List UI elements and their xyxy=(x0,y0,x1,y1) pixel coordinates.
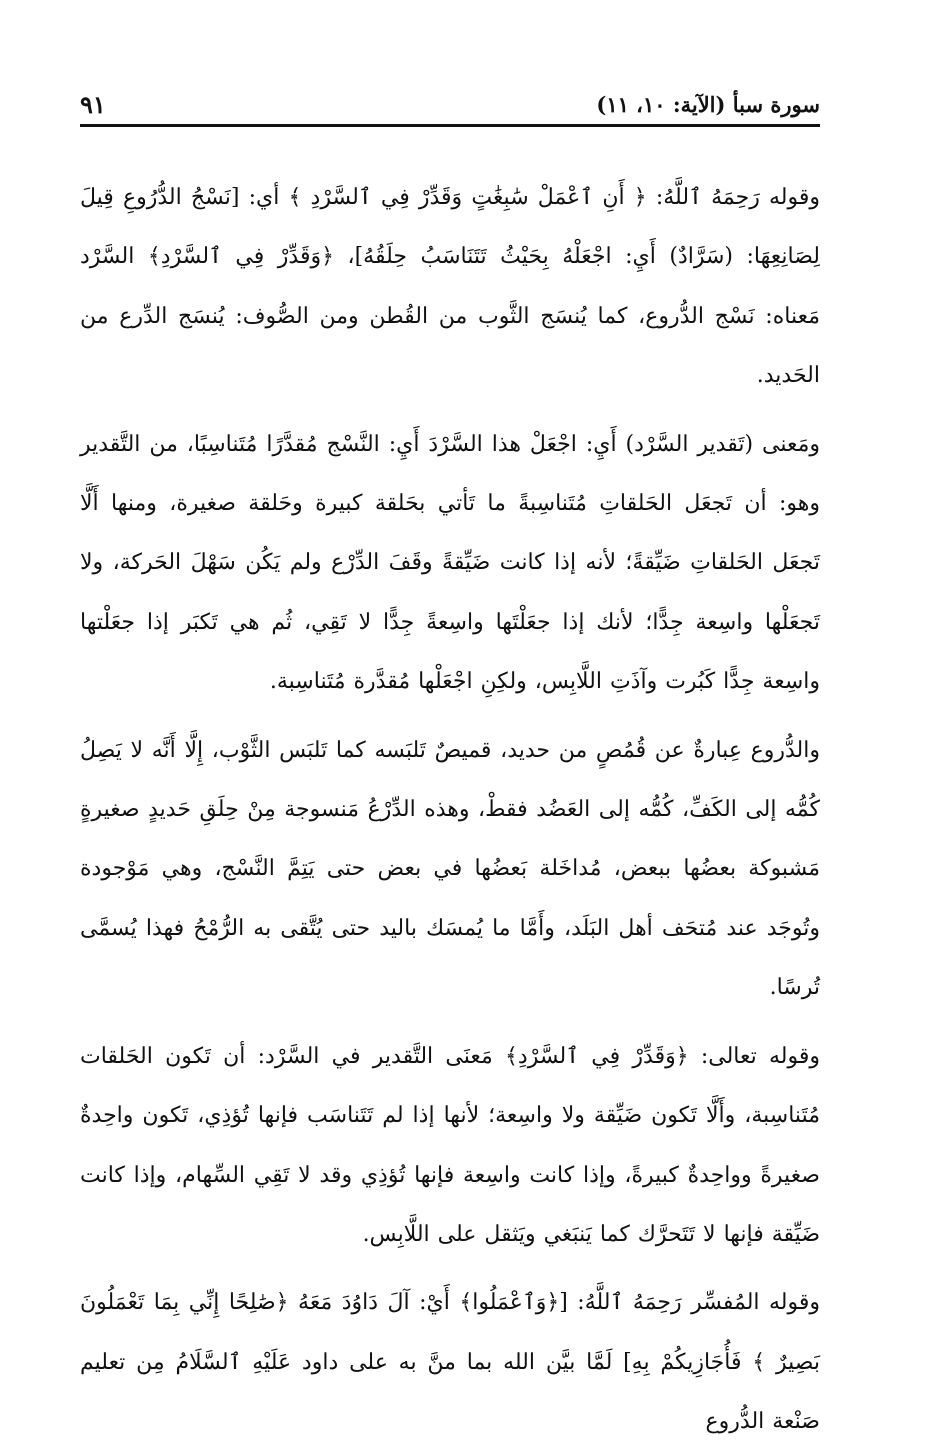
paragraph: وقوله تعالى: ﴿وَقَدِّرْ فِي ٱلسَّرْدِ﴾ مَعنَى التَّقدير في السَّرْد: أن تَكون الحَلقات مُتَناسِبة، وأَلَّا تَكون ضَيِّقة ولا واسِعة؛ لأنها إذا لم تَتَناسَب فإنها تُؤذِي، تَكون واحِدةٌ صغيرةً وواحِدةٌ كبيرةً، وإذا كانت واسِعة فإنها تُؤذِي وقد لا تَقِي السِّهام، وإذا كانت ضَيِّقة فإنها لا تَتَحرَّك كما يَنبَغي ويَثقل على اللَّابِس. xyxy=(80,1043,820,1247)
paragraph: وقوله المُفسِّر رَحِمَهُ ٱللَّهُ: [﴿وَٱعْمَلُوا﴾ أَيْ: آلَ دَاوُدَ مَعَهُ ﴿صَٰلِحًا إِنِّي بِمَا تَعْمَلُونَ بَصِيرٌ ﴾ فَأُجَازِيكُمْ بِهِ] لَمَّا بيَّن الله بما منَّ به على داود عَلَيْهِ ٱلسَّلَامُ مِن تعليم صَنْعة الدُّروع xyxy=(80,1290,820,1435)
running-header xyxy=(80,92,820,126)
paragraph: والدُّروع عِبارةٌ عن قُمُصٍ من حديد، قميصٌ تَلبَسه كما تَلبَس الثَّوْب، إِلَّا أَنَّه لا يَصِلُ كُمُّه إلى الكَفِّ، كُمُّه إلى العَضُد فقطْ، وهذه الدِّرْعُ مَنسوجة مِنْ حِلَقِ حَديدٍ صغيرةٍ مَشبوكة بعضُها ببعض، مُداخَلة بَعضُها في بعض حتى يَتِمَّ النَّسْج، وهي مَوْجودة وتُوجَد عند مُتحَف أهل البَلَد، وأَمَّا ما يُمسَك باليد حتى يُتَّقى به الرُّمْحُ فهذا يُسمَّى تُرسًا. xyxy=(80,737,820,1001)
paragraph: ومَعنى (تَقدير السَّرْد) أَيِ: اجْعَلْ هذا السَّرْدَ أَيِ: النَّسْج مُقدَّرًا مُتَناسِبًا، من التَّقدير وهو: أن تَجعَل الحَلقاتِ مُتَناسِبةً ما تَأتي بحَلقة كبيرة وحَلقة صغيرة، ومنها أَلَّا تَجعَل الحَلقاتِ ضَيِّقةً؛ لأنه إذا كانت ضَيِّقةً وقَفَ الدِّرْع ولم يَكُن سَهْلَ الحَركة، ولا تَجعَلْها واسِعة جِدًّا؛ لأنك إذا جعَلْتَها واسِعةً جِدًّا لا تَقِي، ثُم هي تَكبَر إذا جعَلْتها واسِعة جِدًّا كَبُرت وآذَتِ اللَّابِس، ولكِنِ اجْعَلْها مُقدَّرة مُتَناسِبة. xyxy=(80,431,820,695)
page-number: ٩١ xyxy=(80,90,106,119)
header-rule xyxy=(80,124,820,127)
book-page xyxy=(80,0,820,1435)
chapter-title: سورة سبأ (الآية: ١٠، ١١) xyxy=(596,92,820,117)
page-body xyxy=(80,168,820,1452)
paragraph: وقوله رَحِمَهُ ٱللَّهُ: ﴿ أَنِ ٱعْمَلْ سَٰبِغَٰتٍ وَقَدِّرْ فِي ٱلسَّرْدِ ﴾ أي: [نَسْجُ الدُّرُوعِ قِيلَ لِصَانِعِهَا: (سَرَّادٌ) أَيِ: اجْعَلْهُ بِحَيْثُ تَتَنَاسَبُ حِلَقُهُ]، ﴿وَقَدِّرْ فِي ٱلسَّرْدِ﴾ السَّرْد مَعناه: نَسْج الدُّروع، كما يُنسَج الثَّوب من القُطن ومن الصُّوف: يُنسَج الدِّرع من الحَديد. xyxy=(80,185,820,389)
